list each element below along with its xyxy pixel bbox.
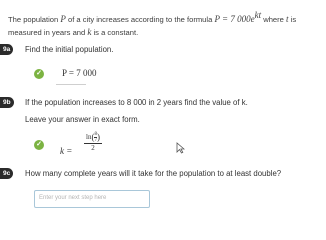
question-9b-instruction: Leave your answer in exact form. [25,115,140,124]
problem-intro [8,10,320,39]
answer-9b-fraction[interactable] [84,132,102,153]
intro-suffix: where [261,15,287,24]
intro-line2: measured in years and [8,28,88,37]
next-step-input[interactable]: Enter your next step here [34,190,150,208]
question-9b-text: If the population increases to 8 000 in 2 years find the value of k. [25,98,248,107]
formula-base: e [250,14,255,24]
var-t: t [286,14,289,24]
question-9c-text: How many complete years will it take for the population to at least double? [25,169,282,178]
intro-text-middle: of a city increases according to the formula [65,15,215,24]
fraction-numerator: ln( $\frac{8}{7}$ ) [86,132,100,143]
check-circle-icon: ✓ [34,69,44,79]
answer-underline [56,84,86,85]
var-k: k [87,27,92,37]
ln-text: ln [86,133,92,142]
inner-numerator: 8 [94,132,97,137]
answer-9a[interactable]: P = 7 000 [62,68,97,78]
fraction-denominator: 2 [91,144,95,153]
formula-lhs: P = 7 000 [214,14,251,24]
question-9a-text: Find the initial population. [25,45,114,54]
mouse-pointer-icon [176,142,185,154]
intro-suffix2: is [288,15,297,24]
inner-denominator: 7 [94,138,97,143]
var-p: P [60,14,66,24]
question-badge-9c: 9c [0,168,13,179]
question-badge-9b: 9b [0,97,14,108]
formula-exponent: kt [254,10,262,20]
intro-line2-suffix: is a constant. [91,28,139,37]
check-circle-icon: ✓ [34,140,44,150]
intro-text: The population [8,15,61,24]
question-badge-9a: 9a [0,44,13,55]
answer-9b-lhs: k = [60,146,73,156]
